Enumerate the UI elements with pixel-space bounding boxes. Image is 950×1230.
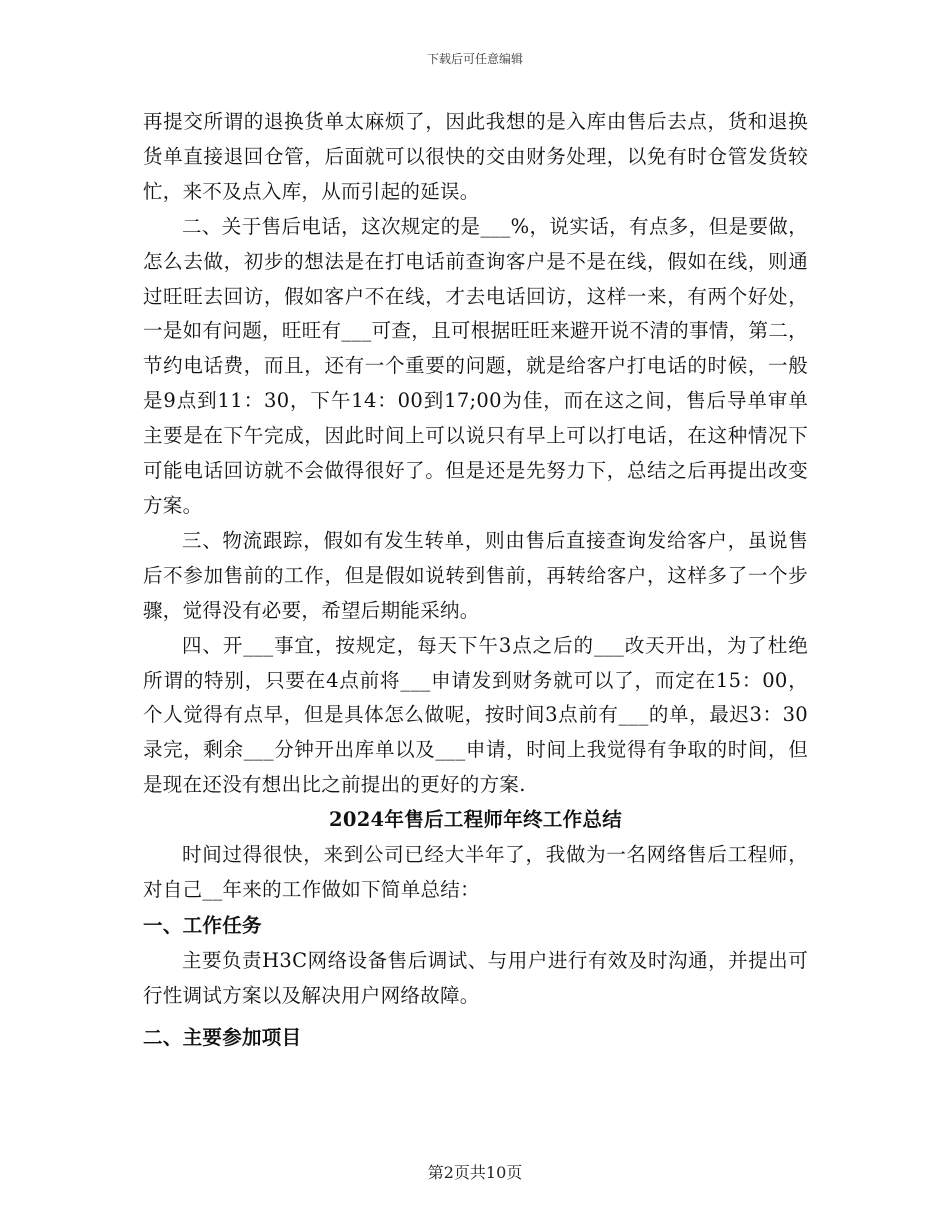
paragraph-task-description: 主要负责H3C网络设备售后调试、与用户进行有效及时沟通，并提出可行性调试方案以及解决用户网络故障。 (143, 948, 808, 1007)
section-title: 2024年售后工程师年终工作总结 (328, 808, 623, 832)
paragraph-continuation: 再提交所谓的退换货单太麻烦了，因此我想的是入库由售后去点，货和退换货单直接退回仓管，后面就可以很快的交由财务处理，以免有时仓管发货较忙，来不及点入库，从而引起的延误。 (143, 110, 808, 203)
page-number-footer: 第2页共10页 (427, 1163, 523, 1182)
paragraph-after-sales-calls: 二、关于售后电话，这次规定的是___%，说实话，有点多，但是要做，怎么去做，初步的想法是在打电话前查询客户是不是在线，假如在线，则通过旺旺去回访，假如客户不在线，才去电话回访，这样一来，有两个好处，一是如有问题，旺旺有___可查，且可根据旺旺来避开说不清的事情，第二，节约电话费，而且，还有一个重要的问题，就是给客户打电话的时候，一般是9点到11：30，下午14：00到17;00为佳，而在这之间，售后导单审单主要是在下午完成，因此时间上可以说只有早上可以打电话，在这种情况下可能电话回访就不会做得很好了。但是还是先努力下，总结之后再提出改变方案。 (143, 214, 808, 517)
heading-main-projects: 二、主要参加项目 (143, 1025, 302, 1049)
header-note: 下载后可任意编辑 (426, 52, 523, 66)
heading-work-tasks: 一、工作任务 (143, 913, 262, 937)
paragraph-invoicing: 四、开___事宜，按规定，每天下午3点之后的___改天开出，为了杜绝所谓的特别，只要在4点前将___申请发到财务就可以了，而定在15：00，个人觉得有点早，但是具体怎么做呢，按时间3点前有___的单，最迟3：30录完，剩余___分钟开出库单以及___申请，时间上我觉得有争取的时间，但是现在还没有想出比之前提出的更好的方案. (143, 633, 808, 797)
paragraph-logistics-tracking: 三、物流跟踪，假如有发生转单，则由售后直接查询发给客户，虽说售后不参加售前的工作，但是假如说转到售前，再转给客户，这样多了一个步骤，觉得没有必要，希望后期能采纳。 (143, 528, 808, 622)
paragraph-intro: 时间过得很快，来到公司已经大半年了，我做为一名网络售后工程师，对自己__年来的工作做如下简单总结： (143, 843, 808, 901)
document-body (143, 105, 808, 1056)
